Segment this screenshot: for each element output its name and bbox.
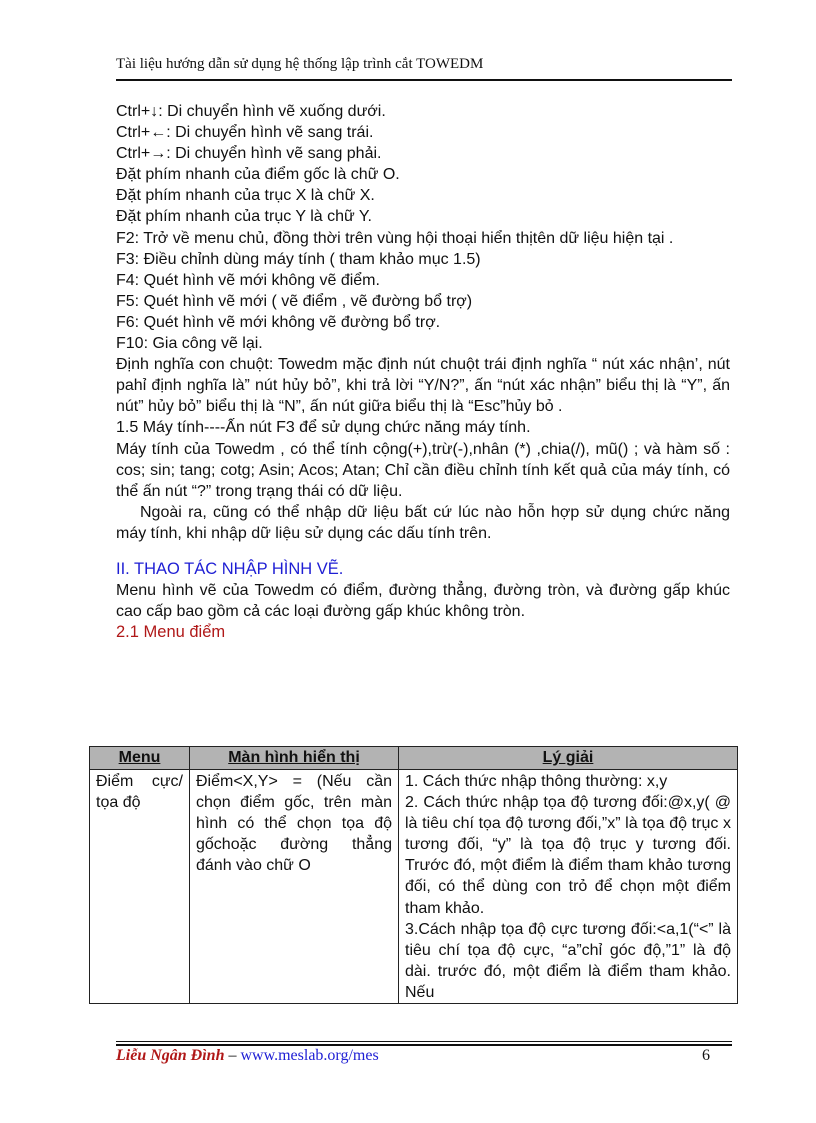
body-line: F3: Điều chỉnh dùng máy tính ( tham khảo mục 1.5) — [116, 250, 481, 268]
body-line: F4: Quét hình vẽ mới không vẽ điểm. — [116, 271, 380, 289]
explanation-item: 1. Cách thức nhập thông thường: x,y — [405, 773, 668, 790]
mouse-definition-paragraph: Định nghĩa con chuột: Towedm mặc định nút chuột trái định nghĩa “ nút xác nhận’, nút pahỉ định nghĩa là” nút hủy bỏ”, khi trả lời “Y/N?”, ấn “nút xác nhận” biểu thị là “Y”, ấn nút” hủy bỏ” biểu thị là “N”, ấn nút giữa biểu thị là “Esc”hủy bỏ . — [116, 356, 730, 416]
body-line: Đặt phím nhanh của điểm gốc là chữ O. — [116, 166, 400, 184]
body-line: Đặt phím nhanh của trục Y là chữ Y. — [116, 208, 372, 226]
footer-rule — [116, 1041, 732, 1042]
explanation-item: 3.Cách nhập tọa độ cực tương đối:<a,1(“<” là tiêu chí tọa độ cực, “a”chỉ góc độ,”1” là độ dài. trước đó, một điểm là điểm tham khảo. Nếu — [405, 920, 731, 1001]
menu-table — [89, 746, 738, 1004]
body-line: Đặt phím nhanh của trục X là chữ X. — [116, 187, 375, 205]
subsection-heading: 2.1 Menu điểm — [116, 623, 226, 642]
table-cell-menu: Điểm cực/ tọa độ — [90, 770, 190, 1004]
body-line: Ctrl+←: Di chuyển hình vẽ sang trái. — [116, 124, 374, 142]
body-line: Ctrl+↓: Di chuyển hình vẽ xuống dưới. — [116, 103, 386, 120]
table-header-cell: Lý giải — [399, 747, 738, 770]
body-line: F6: Quét hình vẽ mới không vẽ đường bổ trợ. — [116, 313, 441, 331]
footer-author: Liễu Ngân Đình — [116, 1047, 225, 1064]
calculator-paragraph: Máy tính của Towedm , có thể tính cộng(+),trừ(-),nhân (*) ,chia(/), mũ() ; và hàm số : cos; sin; tang; cotg; Asin; Acos; Atan; Chỉ cần điều chỉnh tính kết quả của máy tính, có thể ấn nút “?” trong trạng thái có dữ liệu. — [116, 440, 730, 500]
body-line: F5: Quét hình vẽ mới ( vẽ điểm , vẽ đường bổ trợ) — [116, 292, 473, 310]
table-header-cell: Màn hình hiển thị — [190, 747, 399, 770]
page-number: 6 — [702, 1047, 710, 1064]
table-header-row — [90, 747, 738, 770]
section-heading: II. THAO TÁC NHẬP HÌNH VẼ. — [116, 559, 344, 578]
spacer — [116, 544, 730, 559]
table-header-cell: Menu — [90, 747, 190, 770]
footer-rule — [116, 1044, 732, 1046]
page-footer — [116, 1047, 732, 1065]
calculator-heading: 1.5 Máy tính----Ấn nút F3 để sử dụng chức năng máy tính. — [116, 419, 531, 437]
table-cell-display: Điểm<X,Y> = (Nếu cần chọn điểm gốc, trên màn hình có thể chọn tọa độ gốchoặc đường thẳng đánh vào chữ O — [190, 770, 399, 1004]
body-line: Ctrl+→: Di chuyển hình vẽ sang phải. — [116, 145, 382, 163]
page-header: Tài liệu hướng dẫn sử dụng hệ thống lập trình cắt TOWEDM — [116, 56, 484, 72]
explanation-item: 2. Cách thức nhập tọa độ tương đối:@x,y( @ là tiêu chí tọa độ tương đối,”x” là tọa độ trục x tương đối, “y” là tọa độ trục y tương đối. Trước đó, một điểm là điểm tham khảo tương đối, có thể dùng con trỏ để chọn một điểm tham khảo. — [405, 794, 731, 917]
body-text — [116, 101, 730, 643]
footer-separator: – — [224, 1047, 241, 1064]
table-cell-explanation — [399, 770, 738, 1004]
section-paragraph: Menu hình vẽ của Towedm có điểm, đường thẳng, đường tròn, và đường gấp khúc cao cấp bao gồm cả các loại đường gấp khúc không tròn. — [116, 582, 730, 621]
footer-website-link[interactable]: www.meslab.org/mes — [240, 1047, 379, 1064]
indent-paragraph: Ngoài ra, cũng có thể nhập dữ liệu bất cứ lúc nào hỗn hợp sử dụng chức năng máy tính, khi nhập dữ liệu sử dụng các dấu tính trên. — [116, 503, 730, 542]
body-line: F2: Trở về menu chủ, đồng thời trên vùng hội thoại hiển thịtên dữ liệu hiện tại . — [116, 229, 674, 247]
header-rule — [116, 79, 732, 81]
body-line: F10: Gia công vẽ lại. — [116, 335, 263, 353]
table-row — [90, 770, 738, 1004]
